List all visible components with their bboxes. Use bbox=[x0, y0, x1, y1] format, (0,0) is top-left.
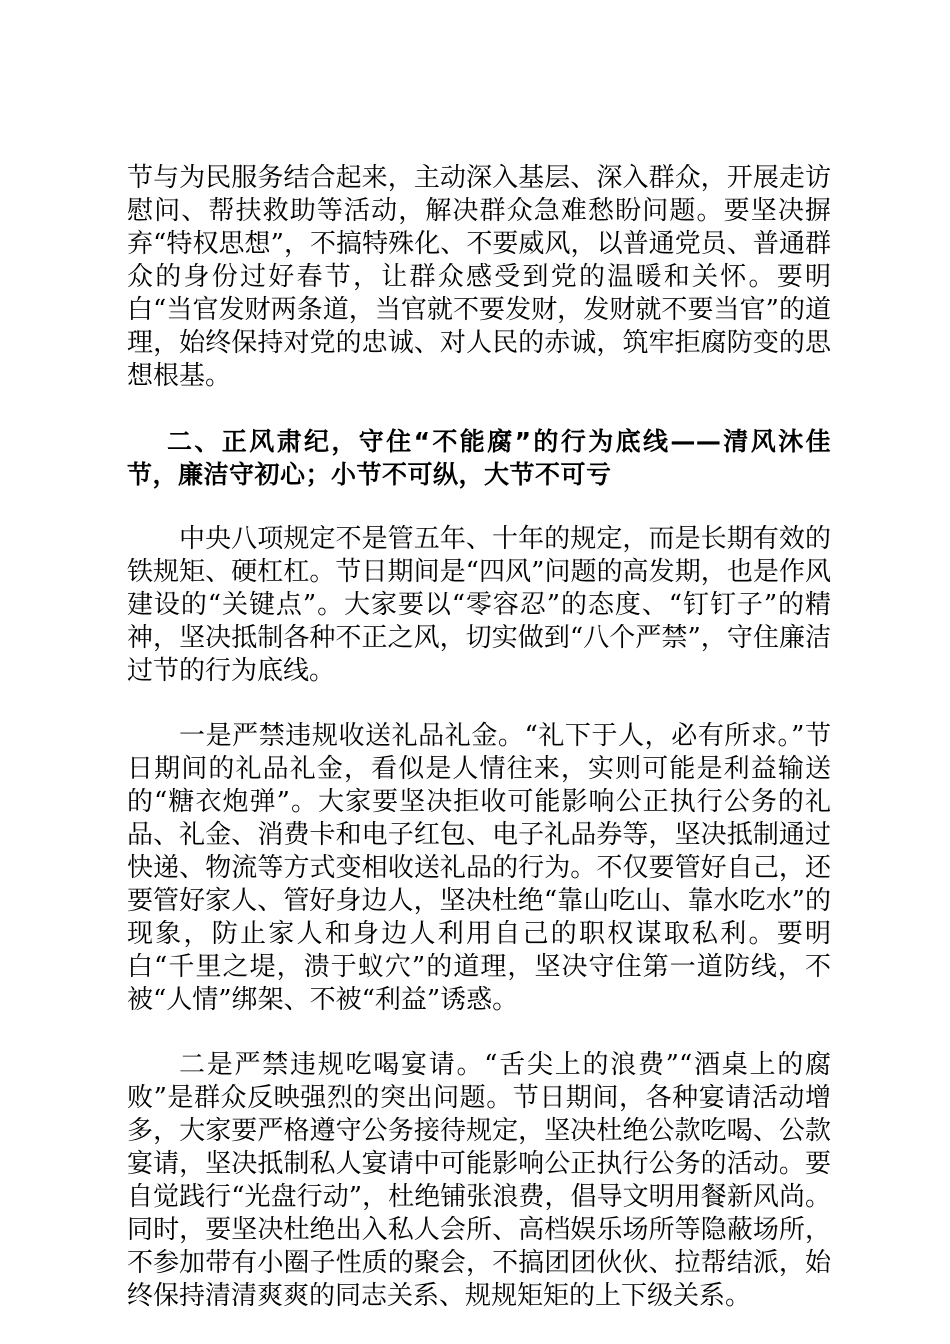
paragraph-continuation: 节与为民服务结合起来，主动深入基层、深入群众，开展走访慰问、帮扶救助等活动，解决群众急难愁盼问题。要坚决摒弃“特权思想”，不搞特殊化、不要威风，以普通党员、普通群众的身份过好春节，让群众感受到党的温暖和关怀。要明白“当官发财两条道，当官就不要发财，发财就不要当官”的道理，始终保持对党的忠诚、对人民的赤诚，筑牢拒腐防变的思想根基。 bbox=[127, 163, 831, 391]
paragraph-banquets: 二是严禁违规吃喝宴请。“舌尖上的浪费”“酒桌上的腐败”是群众反映强烈的突出问题。节日期间，各种宴请活动增多，大家要严格遵守公务接待规定，坚决杜绝公款吃喝、公款宴请，坚决抵制私人宴请中可能影响公正执行公务的活动。要自觉践行“光盘行动”，杜绝铺张浪费，倡导文明用餐新风尚。同时，要坚决杜绝出入私人会所、高档娱乐场所等隐蔽场所，不参加带有小圈子性质的聚会，不搞团团伙伙、拉帮结派，始终保持清清爽爽的同志关系、规规矩矩的上下级关系。 bbox=[127, 1050, 831, 1311]
paragraph-gifts: 一是严禁违规收送礼品礼金。“礼下于人，必有所求。”节日期间的礼品礼金，看似是人情往来，实则可能是利益输送的“糖衣炮弹”。大家要坚决拒收可能影响公正执行公务的礼品、礼金、消费卡和电子红包、电子礼品券等，坚决抵制通过快递、物流等方式变相收送礼品的行为。不仅要管好自己，还要管好家人、管好身边人，坚决杜绝“靠山吃山、靠水吃水”的现象，防止家人和身边人利用自己的职权谋取私利。要明白“千里之堤，溃于蚁穴”的道理，坚决守住第一道防线，不被“人情”绑架、不被“利益”诱惑。 bbox=[127, 721, 831, 1015]
section-heading: 二、正风肃纪，守住“不能腐”的行为底线——清风沐佳节，廉洁守初心；小节不可纵，大节不可亏 bbox=[127, 427, 831, 489]
document-body bbox=[127, 162, 831, 1313]
paragraph-intro: 中央八项规定不是管五年、十年的规定，而是长期有效的铁规矩、硬杠杠。节日期间是“四风”问题的高发期，也是作风建设的“关键点”。大家要以“零容忍”的态度、“钉钉子”的精神，坚决抵制各种不正之风，切实做到“八个严禁”，守住廉洁过节的行为底线。 bbox=[127, 524, 831, 686]
